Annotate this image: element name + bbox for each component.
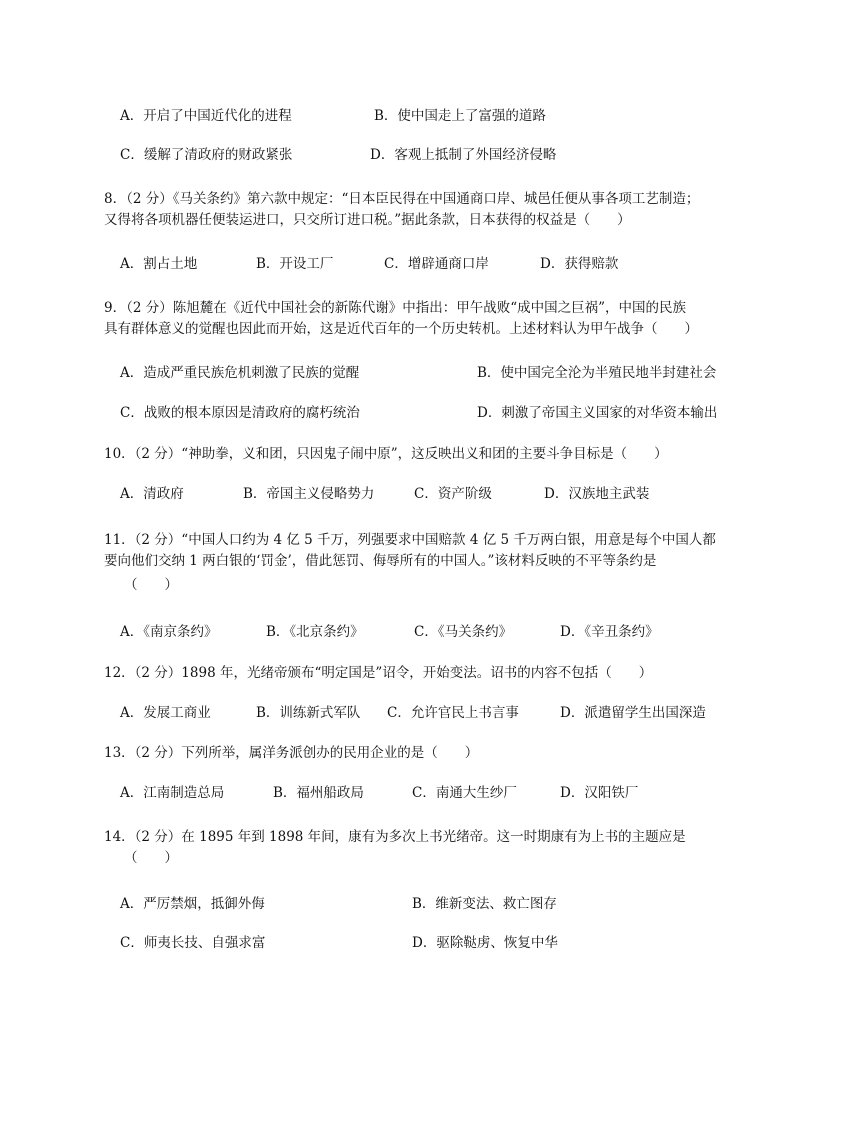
q9-stem-line-2: 具有群体意义的觉醒也因此而开始，这是近代百年的一个历史转机。上述材料认为甲午战争（ ） xyxy=(104,321,698,337)
q13-option-d: D．汉阳铁厂 xyxy=(560,785,639,801)
q9-option-d: D．刺激了帝国主义国家的对华资本输出 xyxy=(477,405,718,421)
q9-stem-line-1: 9．（2 分）陈旭麓在《近代中国社会的新陈代谢》中指出：甲午战败“成中国之巨祸”，中国的民族 xyxy=(104,300,687,316)
q8-stem-line-2: 又得将各项机器任便装运进口，只交所订进口税。”据此条款，日本获得的权益是（ ） xyxy=(104,212,631,228)
q14-option-b: B．维新变法、救亡图存 xyxy=(412,896,557,912)
q13-option-b: B．福州船政局 xyxy=(273,785,364,801)
q9-option-a: A．造成严重民族危机刺激了民族的觉醒 xyxy=(120,365,360,381)
q11-option-b: B．《北京条约》 xyxy=(266,624,364,640)
q14-option-a: A．严厉禁烟，抵御外侮 xyxy=(120,896,265,912)
q8-stem-line-1: 8．（2 分）《马关条约》第六款中规定：“日本臣民得在中国通商口岸、城邑任便从事各项工艺制造； xyxy=(104,191,700,207)
q14-option-d: D．驱除鞑虏、恢复中华 xyxy=(412,935,558,951)
q8-option-c: C．增辟通商口岸 xyxy=(384,256,489,272)
q13-option-a: A．江南制造总局 xyxy=(120,785,225,801)
q12-option-c: C．允许官民上书言事 xyxy=(387,705,519,721)
q11-option-a: A．《南京条约》 xyxy=(120,624,218,640)
q10-option-b: B．帝国主义侵略势力 xyxy=(243,486,375,502)
q8-option-b: B．开设工厂 xyxy=(256,256,334,272)
q12-option-b: B．训练新式军队 xyxy=(256,705,361,721)
q13-option-c: C．南通大生纱厂 xyxy=(412,785,517,801)
q8-option-d: D．获得赔款 xyxy=(540,256,619,272)
q11-stem-line-1: 11．（2 分）“中国人口约为 4 亿 5 千万，列强要求中国赔款 4 亿 5 千万两白银，用意是每个中国人都 xyxy=(104,532,716,548)
q8-option-a: A．割占土地 xyxy=(120,256,198,272)
q10-option-a: A．清政府 xyxy=(120,486,184,502)
q12-option-a: A．发展工商业 xyxy=(120,705,211,721)
q14-option-c: C．师夷长技、自强求富 xyxy=(120,935,266,951)
q7-option-c: C．缓解了清政府的财政紧张 xyxy=(120,147,293,163)
q9-option-c: C．战败的根本原因是清政府的腐朽统治 xyxy=(120,405,360,421)
q13-stem-line-1: 13．（2 分）下列所举，属洋务派创办的民用企业的是（ ） xyxy=(104,745,479,761)
q10-stem-line-1: 10．（2 分）“神助拳，义和团，只因鬼子闹中原”，这反映出义和团的主要斗争目标是（ ） xyxy=(104,446,668,462)
q12-stem-line-1: 12．（2 分）1898 年，光绪帝颁布“明定国是”诏令，开始变法。诏书的内容不包括（ ） xyxy=(104,665,653,681)
q11-stem-line-2: 要向他们交纳 1 两白银的‘罚金’，借此惩罚、侮辱所有的中国人。”该材料反映的不平等条约是 xyxy=(104,553,657,569)
q12-option-d: D．派遣留学生出国深造 xyxy=(560,705,706,721)
q7-option-d: D．客观上抵制了外国经济侵略 xyxy=(370,147,557,163)
q11-stem-line-3: （ ） xyxy=(124,577,178,593)
q10-option-c: C．资产阶级 xyxy=(414,486,492,502)
q14-stem-line-1: 14．（2 分）在 1895 年到 1898 年间，康有为多次上书光绪帝。这一时期康有为上书的主题应是 xyxy=(104,829,686,845)
q9-option-b: B．使中国完全沦为半殖民地半封建社会 xyxy=(477,365,717,381)
q7-option-b: B．使中国走上了富强的道路 xyxy=(374,108,546,124)
q10-option-d: D．汉族地主武装 xyxy=(544,486,650,502)
q14-stem-line-2: （ ） xyxy=(124,850,178,866)
q11-option-c: C．《马关条约》 xyxy=(414,624,513,640)
q7-option-a: A．开启了中国近代化的进程 xyxy=(120,108,292,124)
q11-option-d: D．《辛丑条约》 xyxy=(560,624,659,640)
